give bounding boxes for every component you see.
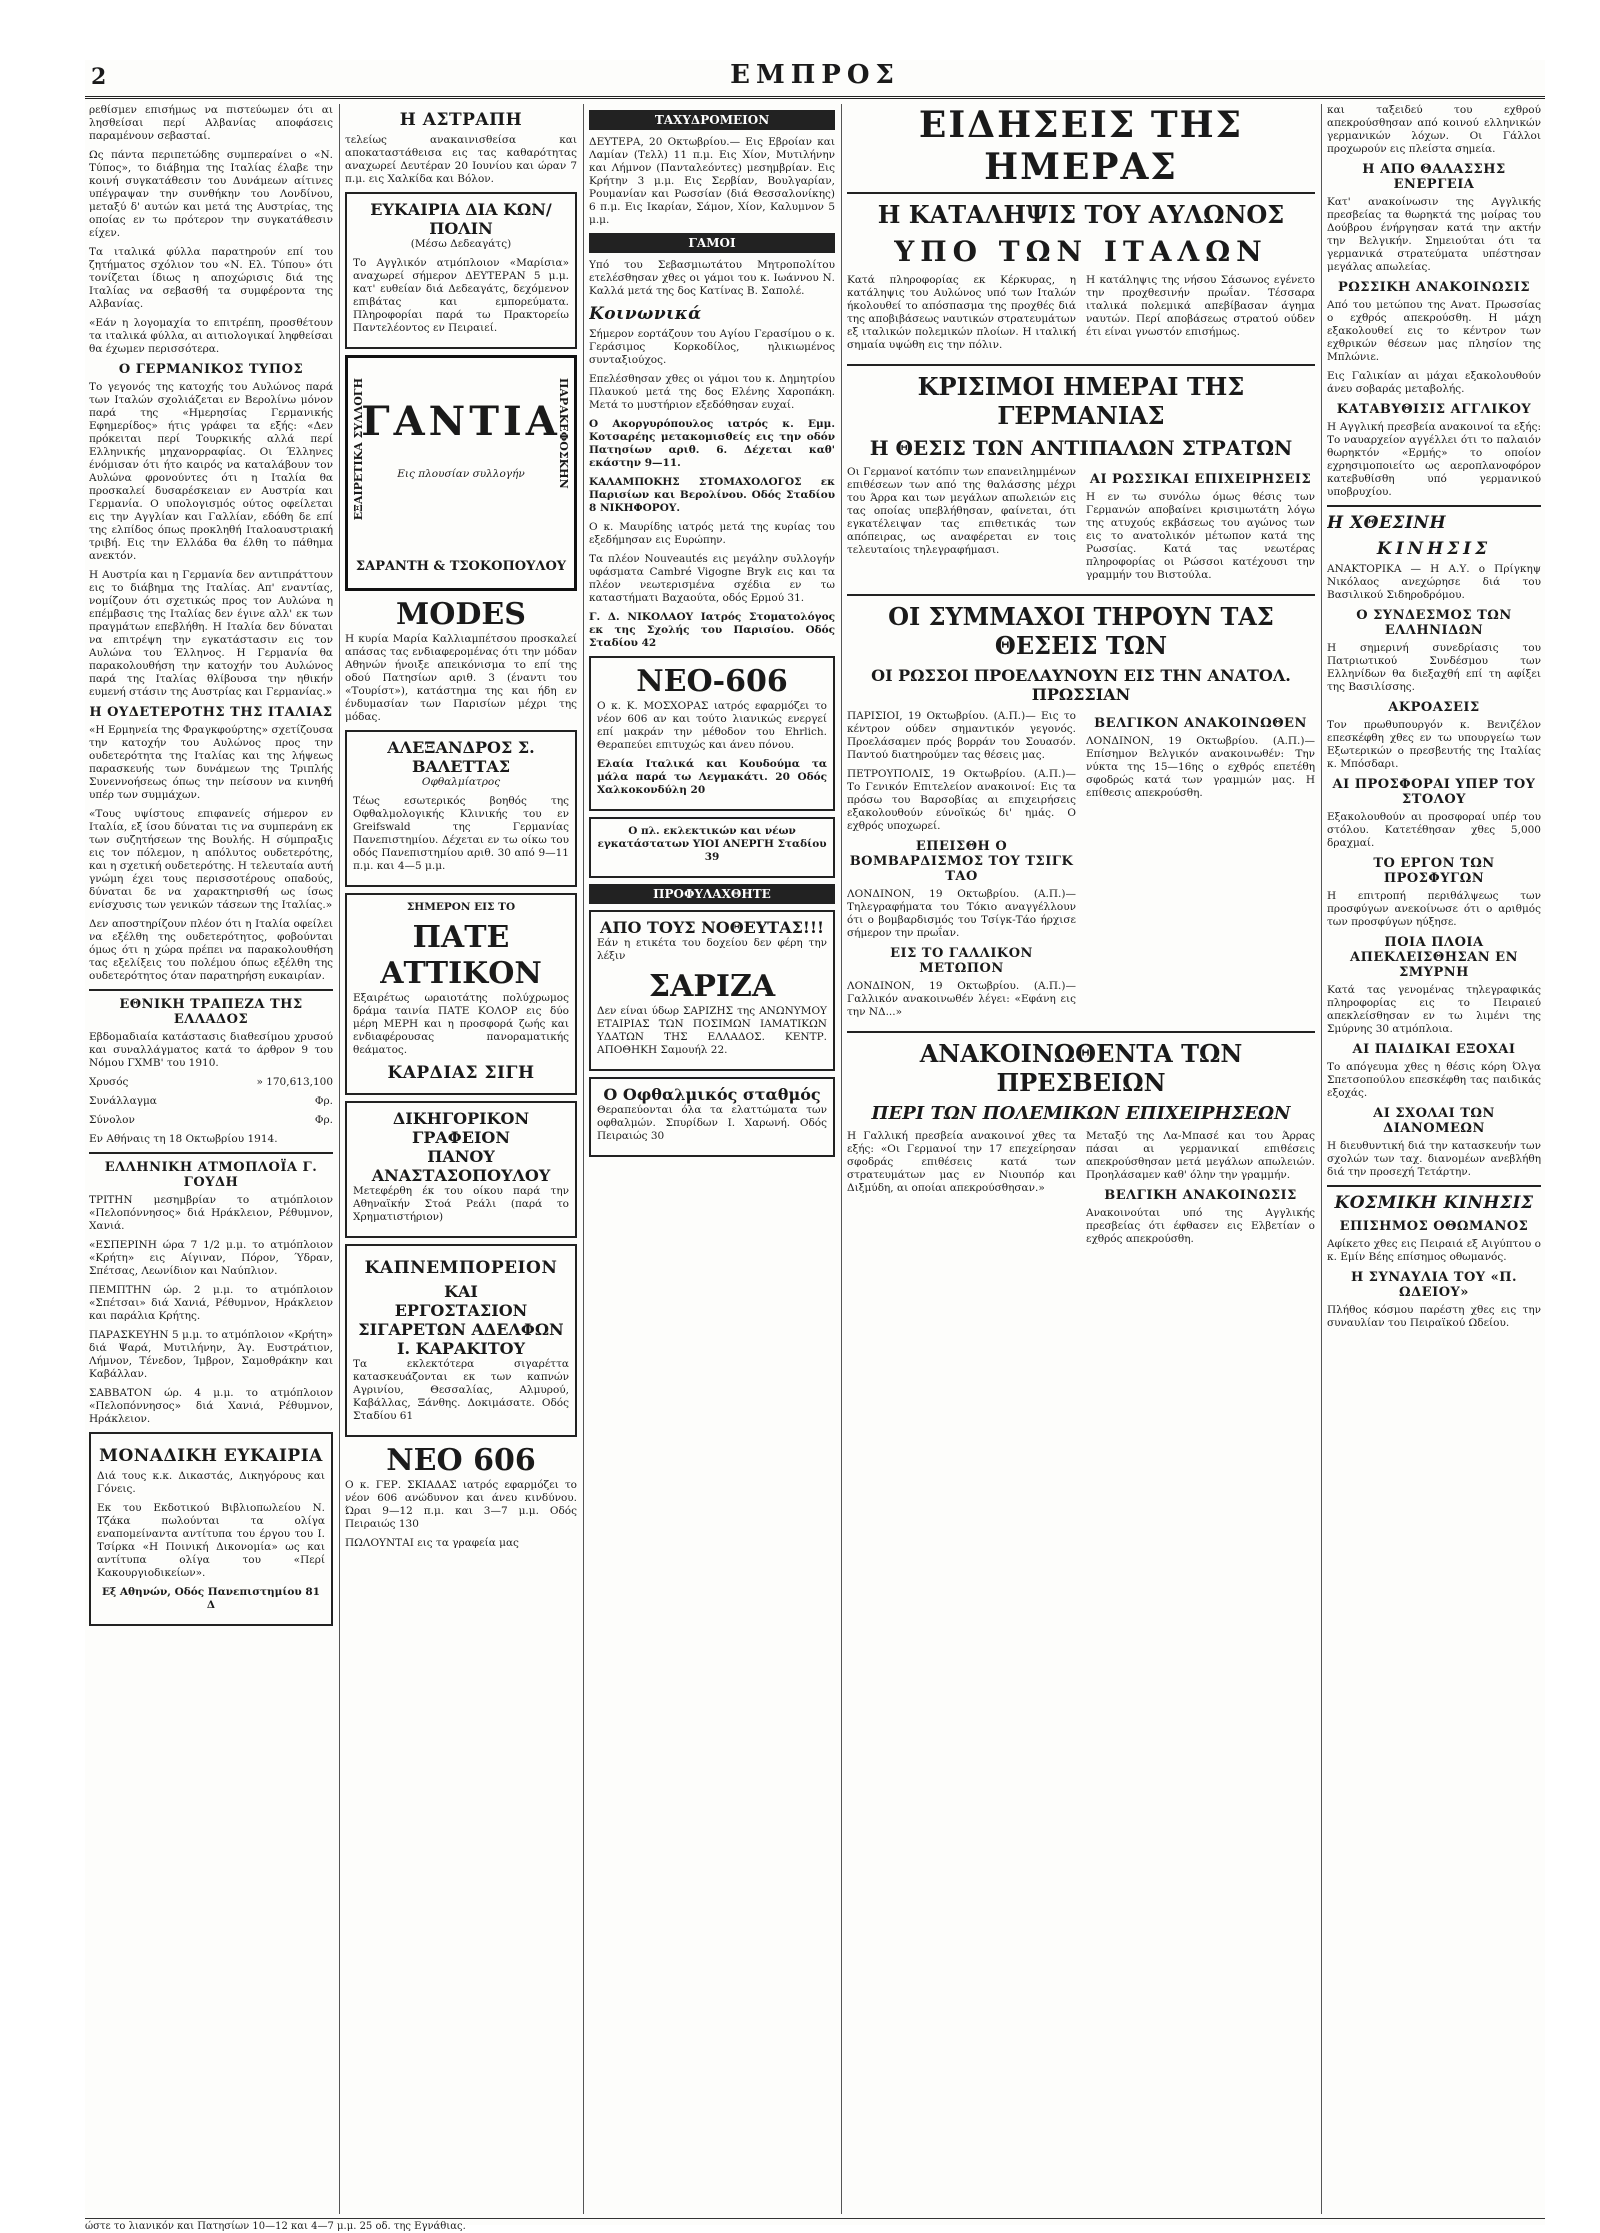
divider bbox=[89, 1152, 333, 1154]
cinema-ad bbox=[345, 893, 577, 1095]
article-text: Τα πλέον Nouveautés εις μεγάλην συλλογήν υφάσματα Cambré Vigogne Bryk εις και τα πλέον νεωτερισμένα σχέδια εν τω καταστήματι Βαχαούτα, οδός Ερμού 31. bbox=[589, 553, 835, 604]
ad-text: Διά τους κ.κ. Δικαστάς, Δικηγόρους και Γόνεις. bbox=[97, 1470, 325, 1495]
article-text: Ως πάντα περιπετώδης συμπεραίνει ο «Ν. Τύπος», το διάβημα της Ιταλίας έλαβε την κοινή συγκατάθεσιν του Δυνάμεων αίτινες υπέγραψαν την συνθήκην του Λονδίνου, μεταξύ δ' αυτών και μετά της Αυστρίας, της οποίας εν τω πρότερον την συγκατάθεσιν είχεν. bbox=[89, 149, 333, 239]
article-text: Κατά τας γενομένας τηλεγραφικάς πληροφορίας εις το Πειραιεύ απεκλείσθησαν εν τω λιμένι της Σμύρνης 30 ατμόπλοια. bbox=[1327, 984, 1541, 1035]
article-text: Τον πρωθυπουργόν κ. Βενιζέλον επεσκέφθη χθες εν τω υπουργείω των Εξωτερικών ο πρεσβευτής της Ιταλίας κ. Μπόσδαρι. bbox=[1327, 719, 1541, 770]
ad-heading: ΚΑΠΝΕΜΠΟΡΕΙΟΝ bbox=[364, 1258, 558, 1278]
headline: ΥΠΟ ΤΩΝ ΙΤΑΛΩΝ bbox=[894, 235, 1268, 268]
article-text: Ο Ακοργυρόπουλος ιατρός κ. Εμμ. Κοτσαρέης μετακομισθείς εις την οδόν Πατησίων αριθ. 6. Δέχεται καθ' εκάστην 9—11. bbox=[589, 418, 835, 469]
section-heading: ΚΟΣΜΙΚΗ ΚΙΝΗΣΙΣ bbox=[1334, 1193, 1534, 1213]
bank-row bbox=[89, 1095, 333, 1108]
article-text: Πλήθος κόσμου παρέστη χθες εις την συναυλίαν του Πειραϊκού Ωδείου. bbox=[1327, 1304, 1541, 1329]
article-text: Γ. Δ. ΝΙΚΟΛΑΟΥ Ιατρός Στοματολόγος εκ της Σχολής του Παρισίου. Οδός Σταδίου 42 bbox=[589, 611, 835, 649]
section-heading: Η ΧΘΕΣΙΝΗ bbox=[1327, 513, 1447, 533]
column-rule bbox=[339, 104, 340, 2214]
article-text: ΠΕΤΡΟΥΠΟΛΙΣ, 19 Οκτωβρίου. (Α.Π.)— Το Γενικόν Επιτελείον ανακοινοί: Εις τα πρόσω του Βαρσοβίας αι επιχειρήσεις εξακολουθούν εύνοϊκώς δι' ημάς. Ο εχθρός υποχωρεί. bbox=[847, 768, 1076, 832]
column-1 bbox=[89, 104, 333, 2214]
article-text: Κατ' ανακοίνωσιν της Αγγλικής πρεσβείας τα θωρηκτά της μοίρας του Δούβρου ένήργησαν κατά την ακτήν την Βελγικήν. Σημειούται ότι τα γερμανικά στρατεύματα υπέστησαν μεγάλας απωλείας. bbox=[1327, 196, 1541, 273]
ad-heading: ΔΙΚΗΓΟΡΙΚΟΝ ΓΡΑΦΕΙΟΝ bbox=[392, 1109, 530, 1147]
article-text: Η επιτροπή περιθάλψεως των προσφύγων ανεκοίνωσε ότι ο αριθμός των προσφύγων ηύξησε. bbox=[1327, 890, 1541, 928]
section-heading: Η ΣΥΝΑΥΛΙΑ ΤΟΥ «Π. ΩΔΕΙΟΥ» bbox=[1350, 1270, 1518, 1300]
ad-box bbox=[345, 730, 577, 887]
ad-heading: ΝΕΟ 606 bbox=[386, 1443, 536, 1478]
article-text: Η Αυστρία και η Γερμανία δεν αντιπράττουν εις το διάβημα της Ιταλίας. Απ' εναντίας, νομίζουν ότι σχετικώς προς τον Αυλώνα η επέμβασις της Ιταλίας δεν έγινε αλλ' εκ των πραγμάτων επεβλήθη. Η Ιταλία δεν δύναται να επιτρέψη την εγκατάστασιν εις τον Αυλώνα του Έλληνος. Η Γερμανία θα παρακολουθήση την κατοχήν του Αυλώνος παρά της Ιταλίας θλίβουσα την ηθικήν ευμενή στάσιν της Αυστρίας και Γερμανίας.» bbox=[89, 569, 333, 698]
shipping-text: «ΕΣΠΕΡΙΝΗ ώρα 7 1/2 μ.μ. το ατμόπλοιον «Κρήτη» εις Αίγιναν, Πόρον, Ύδραν, Σπέτσας, Λεωνίδιον και Ναύπλιον. bbox=[89, 1239, 333, 1277]
headline: Η ΚΑΤΑΛΗΨΙΣ ΤΟΥ ΑΥΛΩΝΟΣ bbox=[877, 200, 1285, 229]
ad-heading: ΝΕΟ-606 bbox=[636, 664, 788, 699]
ad-text: Ελαία Ιταλικά και Κουδούμα τα μάλα παρά τω Λεγμακάτι. 20 Οδός Χαλκοκονδύλη 20 bbox=[597, 758, 827, 796]
bank-row-label: Χρυσός bbox=[89, 1076, 129, 1088]
bank-date: Εν Αθήναις τη 18 Οκτωβρίου 1914. bbox=[89, 1133, 278, 1145]
headline: ΚΡΙΣΙΜΟΙ ΗΜΕΡΑΙ ΤΗΣ ΓΕΡΜΑΝΙΑΣ bbox=[917, 372, 1245, 430]
article-text: Ανακοινούται υπό της Αγγλικής πρεσβείας ότι έφθασεν εις Ελβετίαν ο εχθρός απεκρούσθη. bbox=[1086, 1207, 1315, 1245]
divider bbox=[1327, 505, 1541, 507]
page-footer: ώστε το λιανικόν και Πατησίων 10—12 και 4—7 μ.μ. 25 οδ. της Εγνάθιας. bbox=[85, 2218, 1545, 2232]
ad-heading: MODES bbox=[396, 597, 526, 632]
article-text: «Τους υψίστους επιφανείς σήμερον εν Ιταλία, εξ ίσου δύναται τις να συμπεράνη εκ των συζητήσεων της Βουλής. Η σύμπραξις εις τον πόλεμον, η απόλυτος ουδετερότης, και η σχετική ουδετερότης. Η τελευταία αυτή γνώμη έχει τους περισσοτέρους οπαδούς, δύναται δε να χαρακτηρισθή ως ίσως ενίσχυσις των γενικών τάσεων της Ιταλίας.» bbox=[89, 808, 333, 911]
article-text: Η Γαλλική πρεσβεία ανακοινοί χθες τα εξής: «Οι Γερμανοί την 17 επεχείρησαν σφοδράς επιθέσεις κατά των στρατευμάτων μας εν Νιουπόρ και Διξμύδη, αι οποίαι απεκρούσθησαν.» bbox=[847, 1130, 1076, 1194]
article-text: ΔΕΥΤΕΡΑ, 20 Οκτωβρίου.— Εις Εβροίαν και Λαμίαν (Τελλ) 11 π.μ. Εις Χίον, Μυτιλήνην και Λήμνον (Πανταλεόντες) μεσημβρίαν. Εις Κρήτην 3 μ.μ. Εις Σερβίαν, Βουλγαρίαν, Ρουμανίαν και Ρωσσίαν (διά Θεσσαλονίκης) 6 π.μ. Εις Ικαρίαν, Σάμον, Χίον, Καλυμνον 5 μ.μ. bbox=[589, 136, 835, 226]
article-text: Ο κ. Μαυρίδης ιατρός μετά της κυρίας του εξεδήμησαν εις Ευρώπην. bbox=[589, 521, 835, 546]
ad-heading: ΕΡΓΟΣΤΑΣΙΟΝ ΣΙΓΑΡΕΤΩΝ ΑΔΕΛΦΩΝ Ι. ΚΑΡΑΚΙΤΟΥ bbox=[358, 1301, 564, 1358]
article-text: Η κατάληψις της νήσου Σάσωνος εγένετο την προχθεσινήν πρωΐαν. Τέσσαρα ιταλικά πολεμικά απεβίβασαν άγημα ναυτών. Περί αποβάσεως στρατού ούδεν έτι είναι γνωστόν επισήμως. bbox=[1086, 274, 1315, 338]
article-text: Οι Γερμανοί κατόπιν των επανειλημμένων επιθέσεων των από της θαλάσσης μέχρι του Άρρα και των μεγάλων απωλειών εις τας οποίας υπεβλήθησαν, φαίνεται, ότι εγκατέλειψαν τας επιθετικάς των απόπειρας, ως αναφέρεται εν τοις τελευταίοις τηλεγραφήμασι. bbox=[847, 466, 1076, 556]
bank-row-value: Φρ. bbox=[314, 1095, 333, 1107]
headline: ΟΙ ΣΥΜΜΑΧΟΙ ΤΗΡΟΥΝ ΤΑΣ ΘΕΣΕΙΣ ΤΩΝ bbox=[888, 602, 1274, 660]
shipping-text: ΣΑΒΒΑΤΟΝ ώρ. 4 μ.μ. το ατμόπλοιον «Πελοπόννησος» διά Χανιά, Ρέθυμνον, Ηράκλειον. bbox=[89, 1387, 333, 1425]
ad-heading: ΣΑΡΙΖΑ bbox=[648, 969, 776, 1004]
section-heading: ΕΙΣ ΤΟ ΓΑΛΛΙΚΟΝ ΜΕΤΩΠΟΝ bbox=[890, 946, 1033, 976]
ad-box bbox=[345, 1244, 577, 1437]
bank-row bbox=[89, 1114, 333, 1127]
section-heading: ΒΕΛΓΙΚΟΝ ΑΝΑΚΟΙΝΩΘΕΝ bbox=[1094, 716, 1307, 731]
ad-text: τελείως ανακαινισθείσα και αποκαταστάθεισα εις τας καθαρότητας αναχωρεί Δευτέραν 20 Ιουνίου και ώραν 7 π.μ. εις Χαλκίδα και Βόλον. bbox=[345, 134, 577, 185]
column-3 bbox=[589, 104, 835, 2214]
masthead bbox=[85, 60, 1545, 99]
article-text: Δεν αποστηρίζουν πλέον ότι η Ιταλία οφείλει να εξέλθη της ουδετερότητος, φοβούνται όμως ότι η χώρα πρέπει να παρακολουθήση τας εξελίξεις του πολέμου όπως εξέλθη της ουδετερότητος όταν παρατηρήση ευκαιρίαν. bbox=[89, 918, 333, 982]
bank-row-value: Φρ. bbox=[314, 1114, 333, 1126]
article-text: Αφίκετο χθες εις Πειραιά εξ Αιγύπτου ο κ. Εμίν Βέης επίσημος οθωμανός. bbox=[1327, 1238, 1541, 1263]
column-rule bbox=[1321, 104, 1322, 2214]
article-columns bbox=[847, 1130, 1315, 1252]
ad-text: Η κυρία Μαρία Καλλιαμπέτσου προσκαλεί απάσας τας ενδιαφερομένας ότι την μόδαν Αθηνών ήνοιξε απεικόνισμα το επί της οδού Πατησίων αριθ. 3 (έναντι του «Τουρίστ»), κατάστημα της και ήδη εν ένδυμασίαν των Παρισίων μέχρι της μόδας. bbox=[345, 633, 577, 723]
ad-text: Μετεφέρθη έκ του οίκου παρά την Αθηναϊκήν Στοά Ρεάλι (παρά το Χρηματιστήριον) bbox=[353, 1185, 569, 1223]
shipping-heading: ΕΛΛΗΝΙΚΗ ΑΤΜΟΠΛΟΪΑ Γ. ΓΟΥΔΗ bbox=[104, 1160, 318, 1190]
section-heading: Ο ΓΕΡΜΑΝΙΚΟΣ ΤΥΠΟΣ bbox=[118, 362, 304, 377]
ad-heading: ΠΡΟΦΥΛΑΧΘΗΤΕ bbox=[589, 884, 835, 904]
section-heading: ΑΚΡΟΑΣΕΙΣ bbox=[1388, 700, 1480, 715]
ad-subheading: (Μέσω Δεδεαγάτς) bbox=[410, 238, 512, 250]
ad-box bbox=[589, 817, 835, 878]
ad-text: ΠΩΛΟΥΝΤΑΙ εις τα γραφεία μας bbox=[345, 1537, 519, 1549]
ad-heading: ΚΑΡΔΙΑΣ ΣΙΓΗ bbox=[387, 1063, 535, 1083]
gloves-ad bbox=[345, 355, 577, 591]
section-heading: ΑΙ ΡΩΣΣΙΚΑΙ ΕΠΙΧΕΙΡΗΣΕΙΣ bbox=[1089, 472, 1312, 487]
ad-subheading: ΣΗΜΕΡΟΝ ΕΙΣ ΤΟ bbox=[406, 901, 516, 913]
article-text: ΑΝΑΚΤΟΡΙΚΑ — Η Α.Υ. ο Πρίγκηψ Νικόλαος ανεχώρησε διά του Βασιλικού Σιδηροδρόμου. bbox=[1327, 563, 1541, 601]
newspaper-page bbox=[85, 60, 1545, 2232]
section-heading: Ο ΣΥΝΔΕΣΜΟΣ ΤΩΝ ΕΛΛΗΝΙΔΩΝ bbox=[1356, 608, 1512, 638]
article-text: «Εάν η λογομαχία το επιτρέπη, προσθέτουν τα ιταλικά φύλλα, αι αιτιολογικαί ληφθείσαι θα έχωμεν περισσότερα. bbox=[89, 317, 333, 355]
ad-heading: ΑΛΕΞΑΝΔΡΟΣ Σ. ΒΑΛΕΤΤΑΣ bbox=[387, 738, 535, 776]
article-text: Εξακολουθούν αι προσφοραί υπέρ του στόλου. Κατετέθησαν χθες 5,000 δραχμαί. bbox=[1327, 811, 1541, 849]
newspaper-title: ΕΜΠΡΟΣ bbox=[730, 60, 900, 90]
article-text: Τα ιταλικά φύλλα παρατηρούν επί του ζητήματος σχόλιον του «Ν. Ελ. Τύπου» ότι τονίζεται ίδιως η αποχώρισις διά της Ιταλίας να σεβασθή τα συμφέροντα της Αλβανίας. bbox=[89, 246, 333, 310]
column-rule bbox=[841, 104, 842, 2214]
ad-text: Θεραπεύονται όλα τα ελαττώματα των οφθαλμών. Σπυρίδων Ι. Χαρωνή. Οδός Πειραιώς 30 bbox=[597, 1104, 827, 1142]
ad-text: Εις πλουσίαν συλλογήν bbox=[397, 468, 525, 480]
article-text: Μεταξύ της Λα-Μπασέ και του Άρρας πάσαι αι γερμανικαί επιθέσεις απεκρούσθησαν μετά μεγάλων απωλειών. Προηλάσαμεν καθ' όλην την γραμμήν. bbox=[1086, 1130, 1315, 1181]
ad-text: Το Αγγλικόν ατμόπλοιον «Μαρίσια» αναχωρεί σήμερον ΔΕΥΤΕΡΑΝ 5 μ.μ. κατ' ευθείαν διά Δεδεαγάτς, δεχόμενον επιβάτας και εμπορεύματα. Πληροφορίαι παρά τω Πρακτορείω Παντελέοντος εν Πειραιεί. bbox=[353, 257, 569, 334]
ad-heading: ΑΠΟ ΤΟΥΣ ΝΟΘΕΥΤΑΣ!!! bbox=[600, 918, 824, 937]
ad-heading: ΠΑΝΟΥ ΑΝΑΣΤΑΣΟΠΟΥΛΟΥ bbox=[371, 1147, 551, 1185]
bank-heading: ΕΘΝΙΚΗ ΤΡΑΠΕΖΑ ΤΗΣ ΕΛΛΑΔΟΣ bbox=[119, 997, 303, 1027]
section-heading: ΑΙ ΠΑΙΔΙΚΑΙ ΕΞΟΧΑΙ bbox=[1352, 1042, 1516, 1057]
section-heading: ΠΟΙΑ ΠΛΟΙΑ ΑΠΕΚΛΕΙΣΘΗΣΑΝ ΕΝ ΣΜΥΡΝΗ bbox=[1350, 935, 1518, 980]
column-rule bbox=[583, 104, 584, 2214]
bank-row-label: Σύνολον bbox=[89, 1114, 135, 1126]
section-heading: ΚΑΤΑΒΥΘΙΣΙΣ ΑΓΓΛΙΚΟΥ bbox=[1336, 402, 1532, 417]
ad-text: Ο κ. ΓΕΡ. ΣΚΙΑΔΑΣ ιατρός εφαρμόζει το νέον 606 ανώδυνον και άνευ κινδύνου. Ώραι 9—12 π.μ. και 3—7 μ.μ. Οδός Πειραιώς 130 bbox=[345, 1479, 577, 1530]
section-heading: ΤΑΧΥΔΡΟΜΕΙΟΝ bbox=[589, 110, 835, 130]
bank-row-value: » 170,613,100 bbox=[256, 1076, 333, 1088]
ad-text: Ο κ. Κ. ΜΟΣΧΟΡΑΣ ιατρός εφαρμόζει το νέον 606 αν και τούτο λιανικώς ενεργεί επί μακράν την μέθοδον του Ehrlich. Θεραπεύει επιτυχώς και άνευ πόνου. bbox=[597, 700, 827, 751]
section-heading: ΑΙ ΣΧΟΛΑΙ ΤΩΝ ΔΙΑΝΟΜΕΩΝ bbox=[1373, 1106, 1495, 1136]
section-heading: Η ΟΥΔΕΤΕΡΟΤΗΣ ΤΗΣ ΙΤΑΛΙΑΣ bbox=[89, 705, 333, 720]
article-text: Σήμερον εορτάζουν του Αγίου Γερασίμου ο κ. Γεράσιμος Κορκοδίλος, ηλικιωμένος συνταξιούχος. bbox=[589, 328, 835, 366]
ad-heading: Ο Οφθαλμικός σταθμός bbox=[603, 1085, 821, 1104]
section-heading: ΓΑΜΟΙ bbox=[589, 233, 835, 253]
ad-box bbox=[89, 1432, 333, 1626]
headline: ΑΝΑΚΟΙΝΩΘΕΝΤΑ ΤΩΝ ΠΡΕΣΒΕΙΩΝ bbox=[919, 1039, 1243, 1097]
ad-text: Δεν είναι ύδωρ ΣΑΡΙΖΗΣ της ΑΝΩΝΥΜΟΥ ΕΤΑΙΡΙΑΣ ΤΩΝ ΠΟΣΙΜΩΝ ΙΑΜΑΤΙΚΩΝ ΥΔΑΤΩΝ ΤΗΣ ΕΛΛΑΔΟΣ. ΚΕΝΤΡ. ΑΠΟΘΗΚΗ Σαμουήλ 22. bbox=[597, 1005, 827, 1056]
article-text: Από του μετώπου της Ανατ. Πρωσσίας ο εχθρός απεκρούσθη. Η μάχη εξακολουθεί εις το κέντρον των εχθρικών θέσεων μας πλησίον της Μπλώνιε. bbox=[1327, 299, 1541, 363]
section-heading: ΤΟ ΕΡΓΟΝ ΤΩΝ ΠΡΟΣΦΥΓΩΝ bbox=[1373, 856, 1495, 886]
article-text: Το γεγονός της κατοχής του Αυλώνος παρά των Ιταλών σχολιάζεται εν Βερολίνω μόνον παρά της «Ημερησίας Γερμανικής Εφημερίδος» ήτις γράφει τα εξής: «Δεν πρόκειται περί Τουρκικής αλλά περί Ελληνικής μηχανορραφίας. Οι Έλληνες ένόμισαν ότι ήτο καιρός να καταλάβουν τον Αυλώνα φρονούντες ότι η Ιταλία θα προσκαλεί δυσαρέσκειαν εν Αυστρία και Γερμανία. Ο υπολογισμός ούτος οφείλεται εις την Αγγλίαν και Γαλλίαν, εδόθη δε επί της ελπίδος όπως προκληθή Ιταλοαυστριακή τριβή. Εις την Ελλάδα θα έλθη το πάθημα ανεκτόν. bbox=[89, 381, 333, 562]
divider bbox=[847, 1031, 1315, 1033]
section-heading: ΡΩΣΣΙΚΗ ΑΝΑΚΟΙΝΩΣΙΣ bbox=[1337, 280, 1531, 295]
ad-heading: ΓΑΝΤΙΑ bbox=[361, 398, 561, 445]
headline: ΟΙ ΡΩΣΣΟΙ ΠΡΟΕΛΑΥΝΟΥΝ ΕΙΣ ΤΗΝ ΑΝΑΤΟΛ. ΠΡΩΣΣΙΑΝ bbox=[871, 666, 1291, 704]
article-text: Εις Γαλικίαν αι μάχαι εξακολουθούν άνευ σοβαράς μεταβολής. bbox=[1327, 370, 1541, 395]
bank-text: Εβδομαδιαία κατάστασις διαθεσίμου χρυσού και συναλλάγματος κατά το άρθρον 9 του Νόμου ΓΧΜΒ' του 1910. bbox=[89, 1031, 333, 1069]
ad-box bbox=[589, 910, 835, 1071]
divider bbox=[89, 989, 333, 991]
article-text: και ταξειδεύ του εχθρού απεκρούσθησαν από κοινού ελληνικών γερμανικών λόχων. Οι Γάλλοι προχωρούν εις πλείστα σημεία. bbox=[1327, 104, 1541, 155]
divider bbox=[847, 594, 1315, 596]
ad-box bbox=[345, 1101, 577, 1238]
ad-text: Ο πλ. εκλεκτικών και νέων εγκατάστατων ΥΙΟΙ ΑΝΕΡΓΗ Σταδίου 39 bbox=[597, 825, 827, 863]
article-columns bbox=[847, 466, 1315, 588]
ad-text: Εξαιρέτως ωραιοτάτης πολύχρωμος δράμα ταινία ΠΑΤΕ ΚΟΛΟΡ εις δύο μέρη ΜΕΡΗ και η προσφορά ζωής και ενδιαφέρουσας πανοραματικής θεάματος. bbox=[353, 992, 569, 1056]
article-text: ΠΑΡΙΣΙΟΙ, 19 Οκτωβρίου. (Α.Π.)— Εις το κέντρον ούδεν σημαντικόν γεγονός. Προελάσαμεν πρός βορράν του Σουασόν. Παντού διατηρούμεν τας θέσεις μας. bbox=[847, 710, 1076, 761]
article-text: Το απόγευμα χθες η θέσις κόρη Όλγα Σπετσοπούλου επεσκέφθη τας παιδικάς εξοχάς. bbox=[1327, 1061, 1541, 1099]
ad-text: Εάν η ετικέτα του δοχείου δεν φέρη την λέξιν bbox=[597, 937, 827, 962]
column-5 bbox=[1327, 104, 1541, 2214]
divider bbox=[1327, 1185, 1541, 1187]
ad-heading: Η ΑΣΤΡΑΠΗ bbox=[399, 110, 523, 130]
ad-box bbox=[589, 656, 835, 811]
article-text: ΛΟΝΔΙΝΟΝ, 19 Οκτωβρίου. (Α.Π.)— Γαλλικόν ανακοινωθέν λέγει: «Εφάνη εις την ΝΔ...» bbox=[847, 980, 1076, 1018]
shipping-text: ΠΑΡΑΣΚΕΥΗΝ 5 μ.μ. το ατμόπλοιον «Κρήτη» διά Ψαρά, Μυτιλήνην, Άγ. Ευστράτιον, Λήμνον, Τένεδον, Ίμβρον, Σαμοθράκην και Καβάλλαν. bbox=[89, 1329, 333, 1380]
article-text: Η εν τω συνόλω όμως θέσις των Γερμανών αποβαίνει κρισιμωτάτη λόγω της ατυχούς εκβάσεως του αγώνος των εις το ανατολικόν μέτωπον κατά της Ρωσσίας. Κατά τας νεωτέρας πληροφορίας οι Ρώσσοι κατέχουσι την γραμμήν του Βιστούλα. bbox=[1086, 491, 1315, 581]
section-heading: ΒΕΛΓΙΚΗ ΑΝΑΚΟΙΝΩΣΙΣ bbox=[1104, 1188, 1297, 1203]
article-text: ρεθίσμεν επισήμως να πιστεύωμεν ότι αι λησθείσαι περί Αλβανίας αποφάσεις παραμένουν σεβασταί. bbox=[89, 104, 333, 142]
section-heading: ΚΙΝΗΣΙΣ bbox=[1376, 539, 1492, 559]
article-text: Επελέσθησαν χθες οι γάμοι του κ. Δημητρίου Πλαυκού μετά της δος Ελένης Χαροπάκη. Μετά το μυστήριον εξεδόθησαν ευχαί. bbox=[589, 373, 835, 411]
section-heading: ΑΙ ΠΡΟΣΦΟΡΑΙ ΥΠΕΡ ΤΟΥ ΣΤΟΛΟΥ bbox=[1332, 777, 1536, 807]
article-text: Η σημερινή συνεδρίασις του Πατριωτικού Συνδέσμου των Ελληνίδων θα διεξαχθή επί τη αφίξει της Βασιλίσσης. bbox=[1327, 642, 1541, 693]
article-columns bbox=[847, 274, 1315, 358]
ad-text: Τα εκλεκτότερα σιγαρέττα κατασκευάζονται εκ των καπνών Αγρινίου, Θεσσαλίας, Αλμυρού, Καβάλλας, Ξάνθης. Δοκιμάσατε. Οδός Σταδίου 61 bbox=[353, 1358, 569, 1422]
ad-subheading: Οφθαλμίατρος bbox=[421, 776, 501, 788]
bank-row bbox=[89, 1076, 333, 1089]
article-columns bbox=[847, 710, 1315, 1025]
article-text: Κατά πληροφορίας εκ Κέρκυρας, η κατάληψις του Αυλώνος υπό των Ιταλών ήκολουθεί το απόσπασμα της προχθές διά της αποβιβάσεως ναυτικών στρατευμάτων εξ ιταλικών πολεμικών πλοίων. Η ιταλική σημαία υψώθη εις την πόλιν. bbox=[847, 274, 1076, 351]
article-text: Η Αγγλική πρεσβεία ανακοινοί τα εξής: Το ναυαρχείον αγγέλλει ότι το παλαιόν θωρηκτόν «Ερμής» το οποίον εχρησιμοποιείτο ως αεροπλανοφόρον κατεβυθίσθη υπό γερμανικού υποβρυχίου. bbox=[1327, 421, 1541, 498]
column-2 bbox=[345, 104, 577, 2214]
article-text: ΛΟΝΔΙΝΟΝ, 19 Οκτωβρίου. (Α.Π.)— Τηλεγραφήματα του Τόκιο αναγγέλλουν ότι ο βομβαρδισμός του Τσίγκ-Τάο ήρχισε σήμερον την πρωΐαν. bbox=[847, 888, 1076, 939]
ad-side-text: ΠΑΡΑΚΕΦΟΣΚΗΝ bbox=[557, 378, 570, 489]
section-heading: ΕΠΕΙΣΘΗ Ο ΒΟΜΒΑΡΔΙΣΜΟΣ ΤΟΥ ΤΣΙΓΚ ΤΑΟ bbox=[849, 839, 1074, 884]
ad-text: Εκ του Εκδοτικού Βιβλιοπωλείου Ν. Τζάκα πωλούνται τα ολίγα εναπομείναντα αντίτυπα του έργου του Ι. Τσίρκα «Η Ποινική Δικονομία» ως και αντίτυπα ολίγα του «Περί Κακουργιοδικείων». bbox=[97, 1502, 325, 1579]
headline: Η ΘΕΣΙΣ ΤΩΝ ΑΝΤΙΠΑΛΩΝ ΣΤΡΑΤΩΝ bbox=[869, 436, 1293, 460]
ad-text: Εξ Αθηνών, Οδός Πανεπιστημίου 81 Δ bbox=[102, 1586, 320, 1611]
ad-box bbox=[345, 192, 577, 349]
ad-text: Τέως εσωτερικός βοηθός της Οφθαλμολογικής Κλινικής του εν Greifswald της Γερμανίας Πανεπιστημίου. Δέχεται εν τω οίκω του οδός Πανεπιστημίου αριθ. 30 από 9—11 π.μ. και 4—5 μ.μ. bbox=[353, 795, 569, 872]
news-banner: ΕΙΔΗΣΕΙΣ ΤΗΣ ΗΜΕΡΑΣ bbox=[847, 104, 1315, 194]
section-heading: Κοινωνικά bbox=[589, 304, 702, 324]
column-4 bbox=[847, 104, 1315, 2214]
article-text: Η διευθυντική διά την κατασκευήν των σχολών των ταχ. διανομέων ανεβλήθη διά την προσεχή Τετάρτην. bbox=[1327, 1140, 1541, 1178]
divider bbox=[847, 364, 1315, 366]
ad-heading: ΜΟΝΑΔΙΚΗ ΕΥΚΑΙΡΙΑ bbox=[99, 1446, 323, 1466]
article-text: ΛΟΝΔΙΝΟΝ, 19 Οκτωβρίου. (Α.Π.)— Επίσημον Βελγικόν ανακοινωθέν: Την νύκτα της 15—16ης ο εχθρός επετέθη σφοδρώς κατά των γραμμών μας. Η επίθεσις απεκρούσθη. bbox=[1086, 735, 1315, 799]
article-text: «Η Ερμηνεία της Φραγκφούρτης» σχετίζουσα την κατοχήν του Αυλώνος προς την ουδετερότητα της Ιταλίας και της λήψεως παρασκευής των δυνάμεων της Τριπλής Συνεννοήσεως όπως την πείσουν να κινηθή υπέρ των συμμάχων. bbox=[89, 724, 333, 801]
shipping-text: ΠΕΜΠΤΗΝ ώρ. 2 μ.μ. το ατμόπλοιον «Σπέτσαι» διά Χανιά, Ρέθυμνον, Ηράκλειον και παράλια Κρήτης. bbox=[89, 1284, 333, 1322]
ad-box bbox=[589, 1077, 835, 1157]
ad-side-text: ΕΞΑΙΡΕΤΙΚΑ ΣΥΛΛΟΓΗ bbox=[352, 378, 365, 521]
page-number: 2 bbox=[91, 64, 107, 90]
article-text: ΚΑΛΑΜΠΟΚΗΣ ΣΤΟΜΑΧΟΛΟΓΟΣ εκ Παρισίων και Βερολίνου. Οδός Σταδίου 8 ΝΙΚΗΦΟΡΟΥ. bbox=[589, 476, 835, 514]
ad-subheading: ΚΑΙ bbox=[444, 1282, 478, 1301]
ad-heading: ΠΑΤΕ ΑΤΤΙΚΟΝ bbox=[380, 920, 542, 991]
ad-heading: ΕΥΚΑΙΡΙΑ ΔΙΑ ΚΩΝ/ΠΟΛΙΝ bbox=[370, 200, 552, 238]
shipping-text: ΤΡΙΤΗΝ μεσημβρίαν το ατμόπλοιον «Πελοπόννησος» διά Ηράκλειον, Ρέθυμνον, Χανιά. bbox=[89, 1194, 333, 1232]
ad-text: ΣΑΡΑΝΤΗ & ΤΣΟΚΟΠΟΥΛΟΥ bbox=[355, 559, 567, 574]
bank-row-label: Συνάλλαγμα bbox=[89, 1095, 157, 1107]
article-text: Υπό του Σεβασμιωτάτου Μητροπολίτου ετελέσθησαν χθες οι γάμοι του κ. Ιωάννου Ν. Καλλά μετά της δος Κατίνας Β. Σαπολέ. bbox=[589, 259, 835, 297]
section-heading: Η ΑΠΟ ΘΑΛΑΣΣΗΣ ΕΝΕΡΓΕΙΑ bbox=[1362, 162, 1506, 192]
section-heading: ΕΠΙΣΗΜΟΣ ΟΘΩΜΑΝΟΣ bbox=[1339, 1219, 1529, 1234]
headline: ΠΕΡΙ ΤΩΝ ΠΟΛΕΜΙΚΩΝ ΕΠΙΧΕΙΡΗΣΕΩΝ bbox=[871, 1103, 1291, 1124]
